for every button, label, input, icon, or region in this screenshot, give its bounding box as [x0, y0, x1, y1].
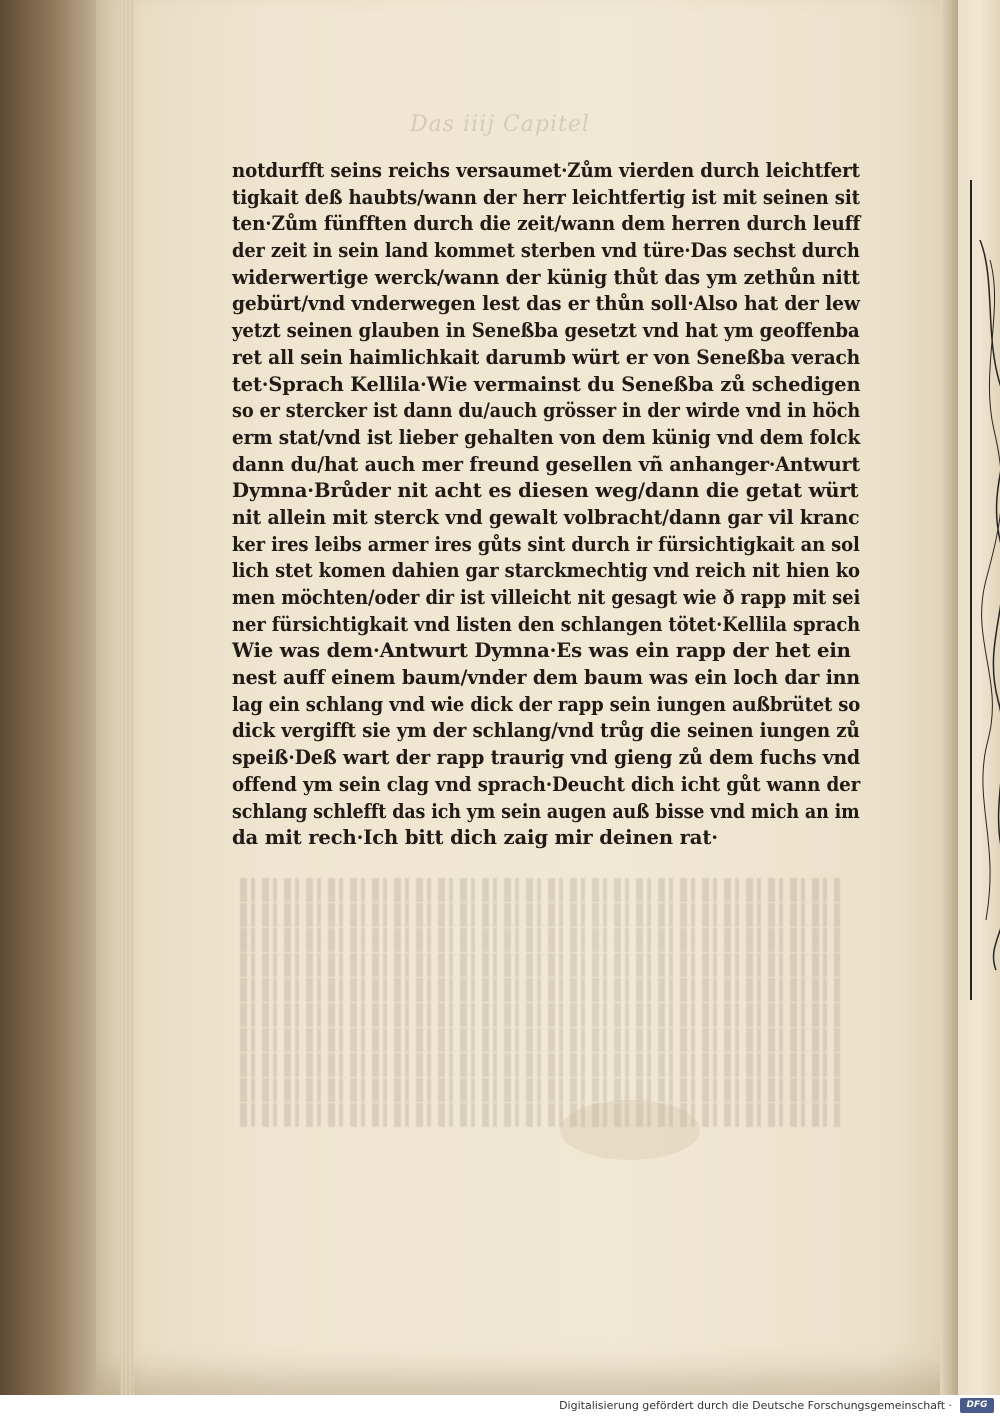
- text-line: ret all sein haimlichkait darumb würt er von Seneßba verach: [232, 345, 861, 369]
- text-line: lich stet komen dahien gar starckmechtig vnd reich nit hien ko: [232, 559, 860, 583]
- text-line: ten·Zům fünfften durch die zeit/wann dem herren durch leuff: [232, 212, 861, 236]
- text-line: Dymna·Brůder nit acht es diesen weg/dann die getat würt: [232, 479, 859, 503]
- footer-bar: [0, 1395, 1000, 1417]
- bleed-through-text: [240, 878, 840, 1128]
- text-line: men möchten/oder dir ist villeicht nit gesagt wie ð rapp mit sei: [232, 586, 861, 609]
- text-line: lag ein schlang vnd wie dick der rapp sein iungen außbrütet so: [232, 692, 861, 716]
- text-line: nit allein mit sterck vnd gewalt volbracht/dann gar vil kranc: [232, 505, 860, 529]
- page-stack-edges: [120, 0, 134, 1395]
- text-line: yetzt seinen glauben in Seneßba gesetzt vnd hat ym geoffenba: [232, 319, 860, 343]
- facing-page: [958, 0, 1000, 1395]
- text-line: dann du/hat auch mer freund gesellen vñ anhanger·Antwurt: [232, 452, 860, 476]
- text-line: Wie was dem·Antwurt Dymna·Es was ein rapp der het ein: [232, 639, 851, 663]
- text-line: ker ires leibs armer ires gůts sint durch ir fürsichtigkait an sol: [232, 532, 860, 556]
- woodcut-illustration-edge: [970, 180, 1000, 1000]
- text-line: offend ym sein clag vnd sprach·Deucht dich icht gůt wann der: [232, 772, 861, 796]
- text-line: so er stercker ist dann du/auch grösser in der wirde vnd in höch: [232, 399, 861, 423]
- text-line: ner fürsichtigkait vnd listen den schlangen tötet·Kellila sprach: [232, 612, 861, 636]
- running-head-bleedthrough: Das iiij Capitel: [410, 112, 590, 137]
- text-line: schlang schlefft das ich ym sein augen auß bisse vnd mich an im: [232, 799, 860, 823]
- funding-credit: Digitalisierung gefördert durch die Deutsche Forschungsgemeinschaft ·: [559, 1399, 952, 1412]
- text-line: da mit rech·Ich bitt dich zaig mir deinen rat·: [232, 826, 718, 850]
- paper-stain: [560, 1100, 700, 1160]
- text-line: widerwertige werck/wann der künig thůt das ym zethůn nitt: [232, 265, 860, 289]
- text-line: tigkait deß haubts/wann der herr leichtfertig ist mit seinen sit: [232, 185, 860, 209]
- woodcut-lines-icon: [976, 220, 1000, 980]
- text-line: dick vergifft sie ym der schlang/vnd trůg die seinen iungen zů: [232, 719, 860, 743]
- text-line: erm stat/vnd ist lieber gehalten von dem künig vnd dem folck: [232, 425, 861, 449]
- text-line: speiß·Deß wart der rapp traurig vnd gieng zů dem fuchs vnd: [232, 746, 861, 770]
- text-line: gebürt/vnd vnderwegen lest das er thůn soll·Also hat der lew: [232, 292, 860, 316]
- text-line: nest auff einem baum/vnder dem baum was ein loch dar inn: [232, 666, 861, 690]
- printed-text-block: [232, 158, 862, 852]
- text-line: notdurfft seins reichs versaumet·Zům vierden durch leichtfert: [232, 159, 860, 182]
- dfg-logo: DFG: [960, 1398, 994, 1413]
- text-line: der zeit in sein land kommet sterben vnd türe·Das sechst durch: [232, 239, 860, 263]
- text-line: tet·Sprach Kellila·Wie vermainst du Seneßba zů schedigen: [232, 372, 861, 396]
